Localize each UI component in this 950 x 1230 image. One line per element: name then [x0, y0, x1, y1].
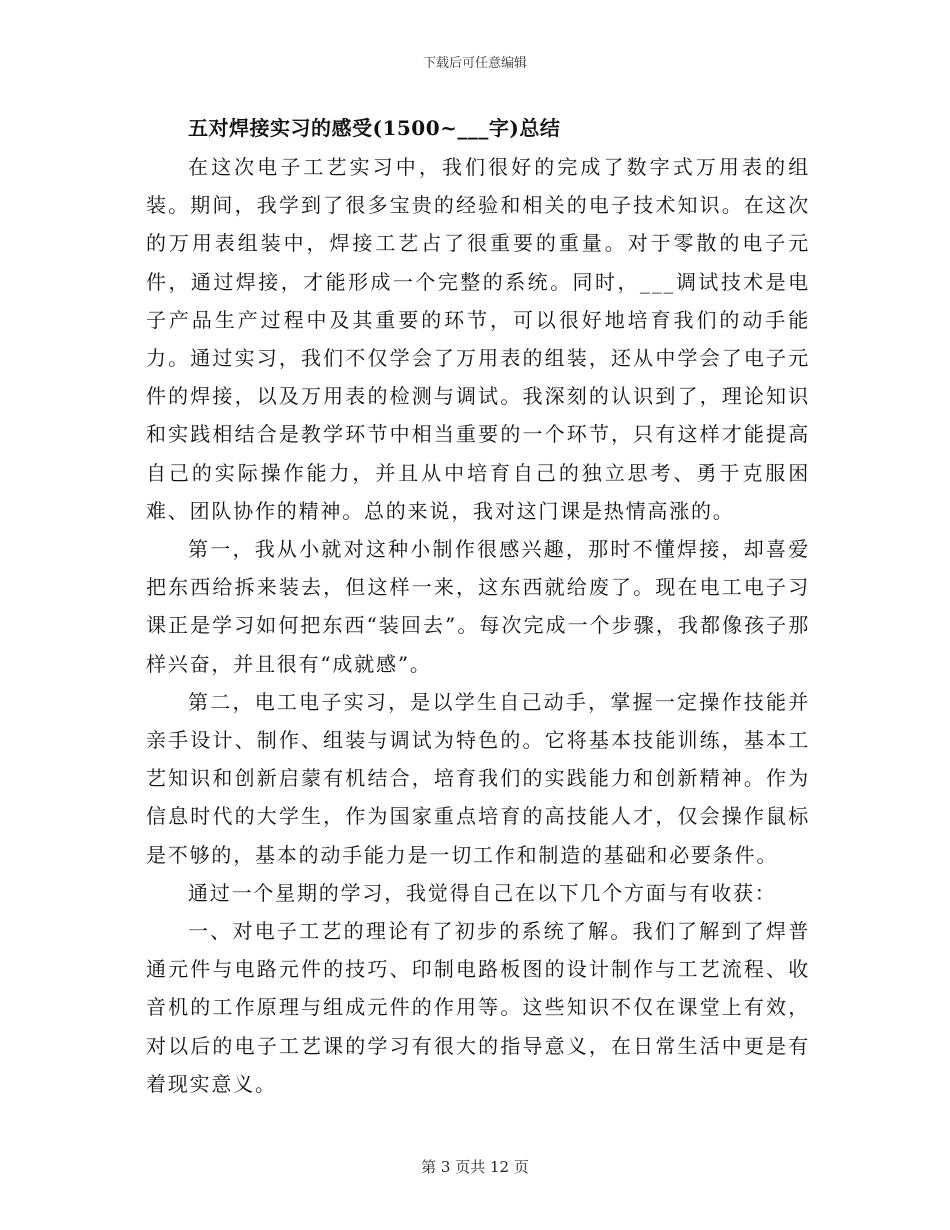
- paragraph-gains-lead: 通过一个星期的学习，我觉得自己在以下几个方面与有收获：: [188, 880, 777, 905]
- document-title: 五对焊接实习的感受(1500~___字)总结: [188, 116, 561, 140]
- paragraph-intro: 在这次电子工艺实习中，我们很好的完成了数字式万用表的组装。期间，我学到了很多宝贵的经验和相关的电子技术知识。在这次的万用表组装中，焊接工艺占了很重要的重量。对于零散的电子元件，通过焊接，才能形成一个完整的系统。同时，___调试技术是电子产品生产过程中及其重要的环节，可以很好地培育我们的动手能力。通过实习，我们不仅学会了万用表的组装，还从中学会了电子元件的焊接，以及万用表的检测与调试。我深刻的认识到了，理论知识和实践相结合是教学环节中相当重要的一个环节，只有这样才能提高自己的实际操作能力，并且从中培育自己的独立思考、勇于克服困难、团队协作的精神。总的来说，我对这门课是热情高涨的。: [146, 155, 810, 523]
- document-body: [146, 108, 810, 1103]
- paragraph-first-point: 第一，我从小就对这种小制作很感兴趣，那时不懂焊接，却喜爱把东西给拆来装去，但这样一来，这东西就给废了。现在电工电子习课正是学习如何把东西“装回去”。每次完成一个步骤，我都像孩子那样兴奋，并且很有“成就感”。: [146, 537, 810, 676]
- paragraph-gain-one: 一、对电子工艺的理论有了初步的系统了解。我们了解到了焊普通元件与电路元件的技巧、印制电路板图的设计制作与工艺流程、收音机的工作原理与组成元件的作用等。这些知识不仅在课堂上有效，对以后的电子工艺课的学习有很大的指导意义，在日常生活中更是有着现实意义。: [146, 919, 810, 1096]
- header-note: 下载后可任意编辑: [422, 56, 527, 71]
- page-number: 第 3 页共 12 页: [421, 1158, 529, 1176]
- paragraph-second-point: 第二，电工电子实习，是以学生自己动手，掌握一定操作技能并亲手设计、制作、组装与调试为特色的。它将基本技能训练，基本工艺知识和创新启蒙有机结合，培育我们的实践能力和创新精神。作为信息时代的大学生，作为国家重点培育的高技能人才，仅会操作鼠标是不够的，基本的动手能力是一切工作和制造的基础和必要条件。: [146, 689, 810, 867]
